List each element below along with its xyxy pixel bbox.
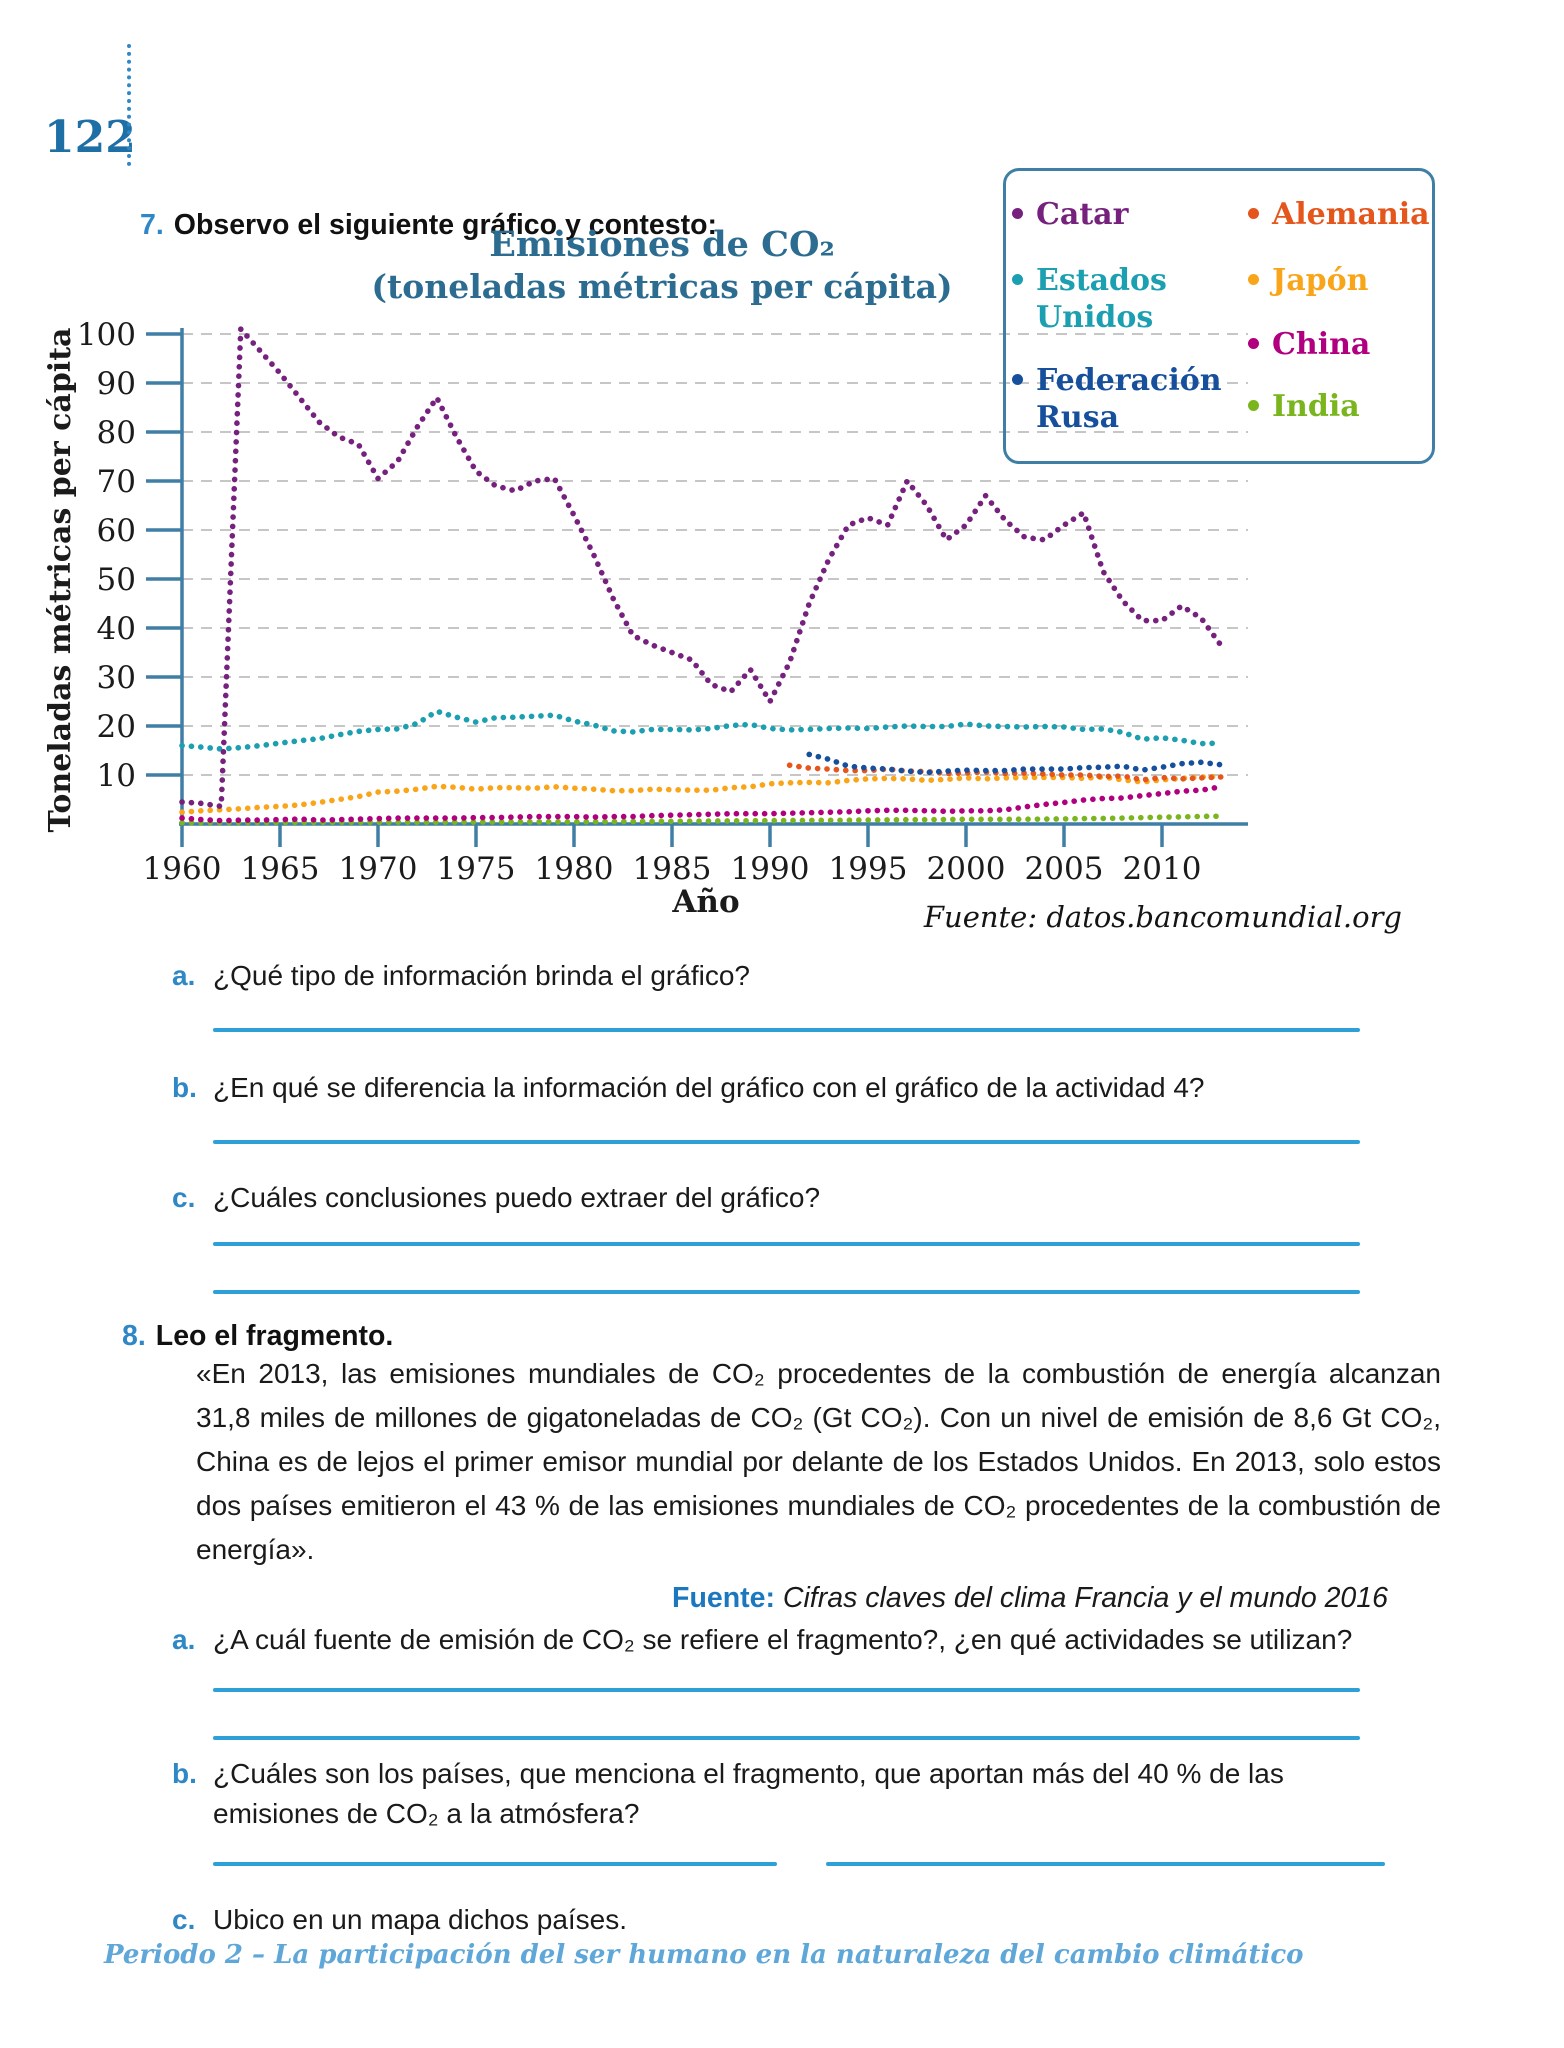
y-tick-label: 20	[96, 709, 136, 745]
y-tick-label: 100	[76, 317, 136, 353]
x-tick-label: 2005	[1024, 851, 1104, 887]
answer-line	[826, 1862, 1385, 1866]
fragment-quote: «En 2013, las emisiones mundiales de CO₂ procedentes de la combustión de energía alcanzan 31,8 miles de millones de gigatoneladas de CO₂ (Gt CO₂). Con un nivel de emisión de 8,6 Gt CO₂, China es de lejos el primer emisor mundial por delante de los Estados Unidos. En 2013, solo estos dos países emitieron el 43 % de las emisiones mundiales de CO₂ procedentes de la combustión de energía».	[196, 1358, 1441, 1565]
legend-label: Federación Rusa	[1036, 363, 1222, 435]
series-india	[182, 816, 1221, 823]
legend-item-federacion-rusa	[1012, 362, 1222, 436]
legend-dot	[1248, 274, 1259, 285]
legend-label: Catar	[1036, 197, 1129, 232]
legend-label: India	[1272, 389, 1360, 424]
fuente-title: Cifras claves del clima Francia y el mundo 2016	[782, 1582, 1388, 1614]
question-7c	[172, 1178, 1403, 1218]
y-tick-label: 10	[96, 758, 136, 794]
x-tick-label: 1995	[828, 851, 908, 887]
page-footer: Periodo 2 – La participación del ser humano en la naturaleza del cambio climático	[104, 1940, 1304, 1970]
answer-line	[213, 1028, 1360, 1032]
x-tick-label: 2010	[1122, 851, 1202, 887]
y-tick-label: 40	[96, 611, 136, 647]
legend-dot	[1248, 400, 1259, 411]
question-letter: a.	[172, 960, 196, 991]
activity-7-prompt: Observo el siguiente gráfico y contesto:	[173, 209, 717, 241]
x-tick-label: 1970	[338, 851, 418, 887]
y-tick-label: 90	[96, 366, 136, 402]
question-letter: c.	[172, 1182, 196, 1213]
legend-item-india	[1248, 388, 1472, 425]
activity-8-number: 8.	[122, 1320, 146, 1352]
legend-item-china	[1248, 326, 1472, 363]
question-letter: b.	[172, 1072, 197, 1103]
y-tick-label: 30	[96, 660, 136, 696]
answer-line	[213, 1736, 1360, 1740]
x-tick-label: 1960	[142, 851, 222, 887]
y-tick-label: 60	[96, 513, 136, 549]
series-china	[182, 787, 1221, 821]
x-tick-label: 1980	[534, 851, 614, 887]
fuente-label: Fuente:	[672, 1582, 775, 1614]
fragment-source	[672, 1582, 1388, 1615]
answer-line	[213, 1290, 1360, 1294]
activity-8-prompt: Leo el fragmento.	[155, 1320, 394, 1352]
activity-8-heading	[122, 1320, 393, 1353]
page-number: 122	[44, 112, 136, 163]
legend-dot	[1248, 338, 1259, 349]
series-federacion-rusa	[809, 754, 1221, 772]
legend-label: Estados Unidos	[1036, 263, 1167, 335]
question-letter: c.	[172, 1904, 196, 1935]
chart-subtitle: (toneladas métricas per cápita)	[371, 267, 953, 306]
x-axis-title: Año	[672, 884, 740, 920]
x-tick-label: 1965	[240, 851, 320, 887]
x-tick-label: 1985	[632, 851, 712, 887]
x-tick-label: 1990	[730, 851, 810, 887]
activity-7-number: 7.	[140, 209, 164, 241]
y-axis-title: Toneladas métricas per cápita	[43, 327, 78, 833]
series-japon	[182, 777, 1221, 813]
question-letter: b.	[172, 1758, 197, 1789]
x-tick-label: 2000	[926, 851, 1006, 887]
chart-title: Emisiones de CO₂	[489, 224, 835, 265]
question-text: ¿A cuál fuente de emisión de CO₂ se refiere el fragmento?, ¿en qué actividades se utilizan?	[213, 1624, 1353, 1655]
y-tick-label: 50	[96, 562, 136, 598]
question-text: ¿Cuáles son los países, que menciona el fragmento, que aportan más del 40 % de las emisiones de CO₂ a la atmósfera?	[213, 1758, 1284, 1829]
question-8a	[172, 1620, 1403, 1660]
chart-source: Fuente: datos.bancomundial.org	[923, 900, 1402, 934]
question-text: ¿Qué tipo de información brinda el gráfico?	[213, 960, 750, 991]
question-letter: a.	[172, 1624, 196, 1655]
question-text: ¿Cuáles conclusiones puedo extraer del gráfico?	[213, 1182, 821, 1213]
legend-dot	[1248, 208, 1259, 219]
legend-item-estados-unidos	[1012, 262, 1211, 336]
answer-line	[213, 1688, 1360, 1692]
series-estados-unidos	[182, 711, 1221, 749]
legend-label: China	[1272, 327, 1371, 362]
y-tick-label: 70	[96, 464, 136, 500]
question-7b	[172, 1068, 1403, 1108]
y-tick-label: 80	[96, 415, 136, 451]
question-8c	[172, 1900, 1403, 1940]
answer-line	[213, 1140, 1360, 1144]
legend-label: Alemania	[1272, 197, 1430, 232]
legend-dot	[1012, 208, 1023, 219]
question-8b	[172, 1754, 1403, 1834]
legend-dot	[1012, 374, 1023, 385]
legend-item-japon	[1248, 262, 1472, 299]
answer-line	[213, 1862, 777, 1866]
legend-label: Japón	[1272, 263, 1369, 298]
legend-item-catar	[1012, 196, 1211, 233]
legend-item-alemania	[1248, 196, 1472, 233]
answer-line	[213, 1242, 1360, 1246]
question-text: ¿En qué se diferencia la información del gráfico con el gráfico de la actividad 4?	[213, 1072, 1205, 1103]
co2-emissions-chart	[0, 0, 1564, 960]
question-7a	[172, 956, 1403, 996]
x-tick-label: 1975	[436, 851, 516, 887]
question-text: Ubico en un mapa dichos países.	[213, 1904, 628, 1935]
legend-dot	[1012, 274, 1023, 285]
